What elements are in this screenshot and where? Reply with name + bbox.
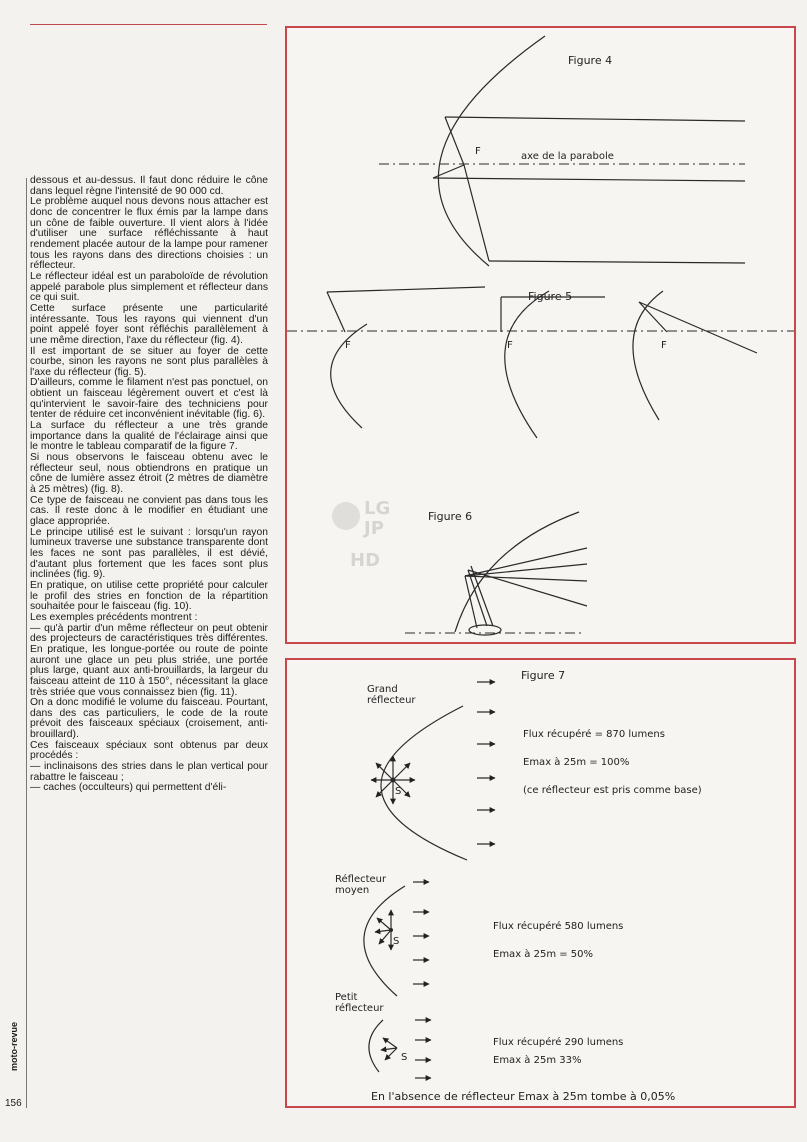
grand-reflector-emax: Emax à 25m = 100%	[523, 757, 630, 768]
medium-reflector-emax: Emax à 25m = 50%	[493, 949, 594, 960]
page-number: 156	[5, 1098, 22, 1109]
medium-reflector-flux: Flux récupéré 580 lumens	[493, 921, 624, 932]
svg-text:réflecteur: réflecteur	[367, 695, 416, 706]
article-column	[30, 176, 268, 794]
magazine-name: moto-revue	[9, 1021, 19, 1071]
svg-text:Petit: Petit	[335, 992, 358, 1003]
figure5-case-2	[501, 291, 605, 438]
figure-panel-7	[285, 658, 796, 1108]
top-rule	[30, 24, 267, 25]
paragraph: Le problème auquel nous devons nous attacher est donc de concentrer le flux émis par la lampe dans un cône de faible ouverture. Il vient alors à l'idée d'utiliser une surface réfléchissante à haut rendement placée autour de la lampe pour ramener tous les rayons dans des directions choisies : un réflecteur.	[30, 196, 268, 272]
paragraph: Il est important de se situer au foyer de cette courbe, sinon les rayons ne sont plus parallèles à l'axe du réflecteur (fig. 5).	[30, 345, 268, 378]
svg-text:S: S	[395, 786, 402, 797]
svg-text:S: S	[401, 1052, 408, 1063]
small-reflector	[335, 992, 623, 1078]
paragraph: Ce type de faisceau ne convient pas dans tous les cas. Il reste donc à le modifier en étudiant une glace appropriée.	[30, 494, 268, 527]
margin-rule	[26, 178, 27, 1108]
svg-text:moyen: moyen	[335, 885, 370, 896]
medium-reflector	[335, 873, 623, 996]
paragraph: Si nous observons le faisceau obtenu avec le réflecteur seul, nous obtiendrons en pratique un cône de lumière assez étroit (2 mètres de diamètre à 25 mètres) (fig. 8).	[30, 452, 268, 496]
figure4-focus-label: F	[475, 146, 481, 157]
figure5-focus-label-2: F	[507, 340, 513, 351]
figure7-title: Figure 7	[521, 669, 566, 682]
figure5-case-1	[327, 287, 485, 428]
watermark-line3: HD	[350, 550, 381, 571]
svg-text:S: S	[393, 936, 400, 947]
paragraph: — caches (occulteurs) qui permettent d'éli-	[30, 782, 227, 794]
svg-text:réflecteur: réflecteur	[335, 1003, 384, 1014]
paragraph: La surface du réflecteur a une très grande importance dans la qualité de l'éclairage ainsi que le montre le tableau comparatif de la figure 7.	[30, 420, 268, 453]
watermark-line1: LG	[364, 498, 391, 519]
paragraph: Ces faisceaux spéciaux sont obtenus par deux procédés :	[30, 739, 268, 762]
paragraph: On a donc modifié le volume du faisceau. Pourtant, dans des cas particuliers, le code de la route prévoit des faisceaux spéciaux (croisement, anti-brouillard).	[30, 697, 268, 741]
watermark-line2: JP	[364, 518, 384, 539]
svg-text:Réflecteur: Réflecteur	[335, 874, 387, 885]
figure4-title: Figure 4	[568, 54, 613, 67]
figure4-rays	[433, 117, 745, 263]
paragraph: — inclinaisons des stries dans le plan vertical pour rabattre le faisceau ;	[30, 761, 268, 783]
grand-reflector-note: (ce réflecteur est pris comme base)	[523, 785, 702, 796]
paragraph: Cette surface présente une particularité intéressante. Tous les rayons qui viennent d'un point appelé foyer sont réfléchis parallèlement à une même direction, l'axe du réflecteur (fig. 4).	[30, 302, 268, 346]
figure6-rays	[465, 548, 587, 628]
small-reflector-emax: Emax à 25m 33%	[493, 1055, 582, 1066]
small-reflector-flux: Flux récupéré 290 lumens	[493, 1037, 624, 1048]
watermark-portrait	[332, 502, 360, 530]
figure7-drawing	[287, 660, 794, 1106]
paragraph: — qu'à partir d'un même réflecteur on peut obtenir des projecteurs de caractéristiques très différentes. En pratique, les longue-portée ou route de pointe auront une glace un peu plus striée, une portée plus large, quant aux anti-brouillards, la largeur du faisceau atteint de 110 à 150°, nécessitant la glace très striée que vous connaissez bien (fig. 11).	[30, 622, 268, 698]
figure5-case-3	[633, 291, 757, 420]
figure6-title: Figure 6	[428, 510, 473, 523]
figure5-title: Figure 5	[528, 290, 573, 303]
watermark-logo	[330, 490, 400, 580]
figure5-focus-label-1: F	[345, 340, 351, 351]
svg-text:Grand: Grand	[367, 684, 398, 695]
paragraph: En pratique, on utilise cette propriété pour calculer le profil des stries en fonction de la répartition souhaitée pour le faisceau (fig. 10).	[30, 579, 268, 613]
paragraph: D'ailleurs, comme le filament n'est pas ponctuel, on obtient un faisceau légèrement ouvert et c'est là qu'intervient le savoir-faire des techniciens pour tenter de réduire cet inconvénient inévitable (fig. 6).	[30, 377, 268, 421]
grand-reflector	[367, 682, 702, 860]
figure5-focus-label-3: F	[661, 340, 667, 351]
paragraph: Le principe utilisé est le suivant : lorsqu'un rayon lumineux traverse une substance transparente dont les faces ne sont pas parallèles, il est dévié, d'autant plus fortement que les faces sont plus inclinées (fig. 9).	[30, 526, 268, 581]
paragraph: Le réflecteur idéal est un paraboloïde de révolution appelé parabole plus simplement et réflecteur dans ce qui suit.	[30, 270, 268, 304]
grand-reflector-flux: Flux récupéré = 870 lumens	[523, 729, 665, 740]
figure7-footer: En l'absence de réflecteur Emax à 25m tombe à 0,05%	[371, 1090, 676, 1103]
paragraph: Les exemples précédents montrent :	[30, 611, 198, 623]
figure4-axis-label: axe de la parabole	[521, 151, 614, 162]
paragraph: dessous et au-dessus. Il faut donc réduire le cône dans lequel règne l'intensité de 90 000 cd.	[30, 175, 268, 197]
